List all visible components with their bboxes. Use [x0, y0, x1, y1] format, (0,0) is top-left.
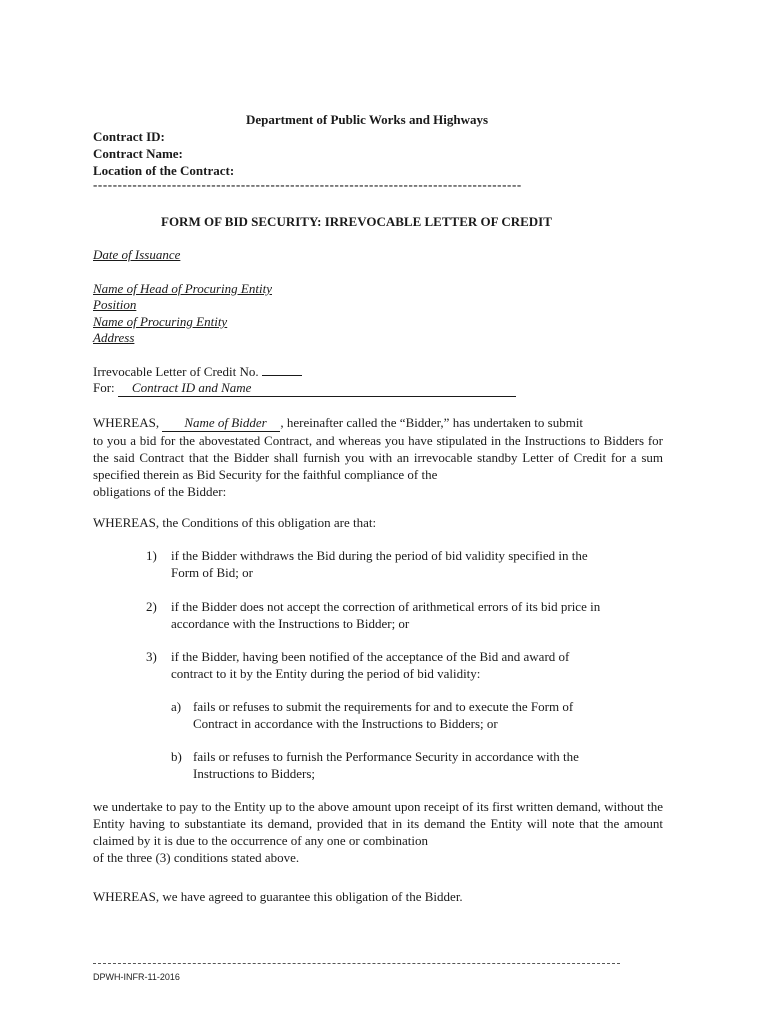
position: Position [93, 297, 137, 312]
subcondition-a-text [193, 698, 663, 732]
form-title: FORM OF BID SECURITY: IRREVOCABLE LETTER OF CREDIT [161, 214, 552, 229]
condition-1-line: if the Bidder withdraws the Bid during the period of bid validity specified in the [171, 548, 588, 563]
undertake-last: of the three (3) conditions stated above. [93, 850, 300, 865]
name-procuring-entity: Name of Procuring Entity [93, 314, 228, 329]
subcondition-a-number: a) [171, 699, 182, 714]
bidder-name-field [162, 414, 280, 432]
location-label: Location of the Contract: [93, 163, 235, 178]
whereas1-prefix: WHEREAS, [93, 415, 160, 430]
whereas-paragraph-2: WHEREAS, the Conditions of this obligation are that: [93, 515, 377, 530]
for-label: For: [93, 380, 115, 395]
undertake-body: we undertake to pay to the Entity up to the above amount upon receipt of its first written demand, without the Entity having to substantiate its demand, provided that in its demand the Entity will note that the amount claimed by it is due to the occurrence of any one or combination [93, 799, 663, 848]
subcondition-b-number: b) [171, 749, 182, 764]
condition-3-line: if the Bidder, having been notified of the acceptance of the Bid and award of [171, 649, 570, 664]
subcondition-b-last: Instructions to Bidders; [193, 766, 316, 781]
for-line [93, 379, 516, 397]
whereas1-body: to you a bid for the abovestated Contract, and whereas you have stipulated in the Instructions to Bidders for the said Contract that the Bidder shall furnish you with an irrevocable standby Letter of Credit for a sum specified therein as Bid Security for the faithful compliance of the [93, 433, 663, 482]
condition-2-text [171, 598, 663, 632]
address: Address [93, 330, 135, 345]
subcondition-a-last: Contract in accordance with the Instructions to Bidders; or [193, 716, 498, 731]
condition-2-number: 2) [146, 599, 157, 614]
department-title: Department of Public Works and Highways [246, 112, 489, 127]
whereas1-first-line [93, 414, 663, 432]
subcondition-b-line: fails or refuses to furnish the Performance Security in accordance with the [193, 749, 579, 764]
name-head-procuring-entity: Name of Head of Procuring Entity [93, 281, 272, 296]
subcondition-b-text [193, 748, 663, 782]
loc-number-line [93, 363, 302, 380]
for-value: Contract ID and Name [131, 380, 252, 395]
loc-number-label: Irrevocable Letter of Credit No. [93, 364, 259, 379]
footer-separator [93, 963, 620, 964]
condition-2-last: accordance with the Instructions to Bidder; or [171, 616, 410, 631]
condition-3-text [171, 648, 663, 682]
condition-3-last: contract to it by the Entity during the period of bid validity: [171, 666, 481, 681]
header-separator: --------------------------------------------------------------------------------------- [93, 177, 522, 192]
condition-1-number: 1) [146, 548, 157, 563]
loc-number-blank [262, 364, 302, 376]
whereas1-rest: , hereinafter called the “Bidder,” has undertaken to submit [280, 415, 584, 430]
subcondition-a-line: fails or refuses to submit the requirements for and to execute the Form of [193, 699, 574, 714]
bidder-name: Name of Bidder [184, 415, 267, 430]
footer-document-code: DPWH-INFR-11-2016 [93, 972, 180, 982]
contract-name-label: Contract Name: [93, 146, 183, 161]
for-value-field [118, 379, 516, 397]
whereas-paragraph-1 [93, 414, 663, 500]
contract-id-label: Contract ID: [93, 129, 165, 144]
condition-1-last: Form of Bid; or [171, 565, 253, 580]
undertake-paragraph [93, 798, 663, 866]
condition-1-text [171, 547, 663, 581]
condition-2-line: if the Bidder does not accept the correction of arithmetical errors of its bid price in [171, 599, 601, 614]
date-of-issuance: Date of Issuance [93, 247, 181, 262]
whereas-paragraph-3: WHEREAS, we have agreed to guarantee this obligation of the Bidder. [93, 889, 463, 904]
whereas1-last: obligations of the Bidder: [93, 484, 227, 499]
condition-3-number: 3) [146, 649, 157, 664]
